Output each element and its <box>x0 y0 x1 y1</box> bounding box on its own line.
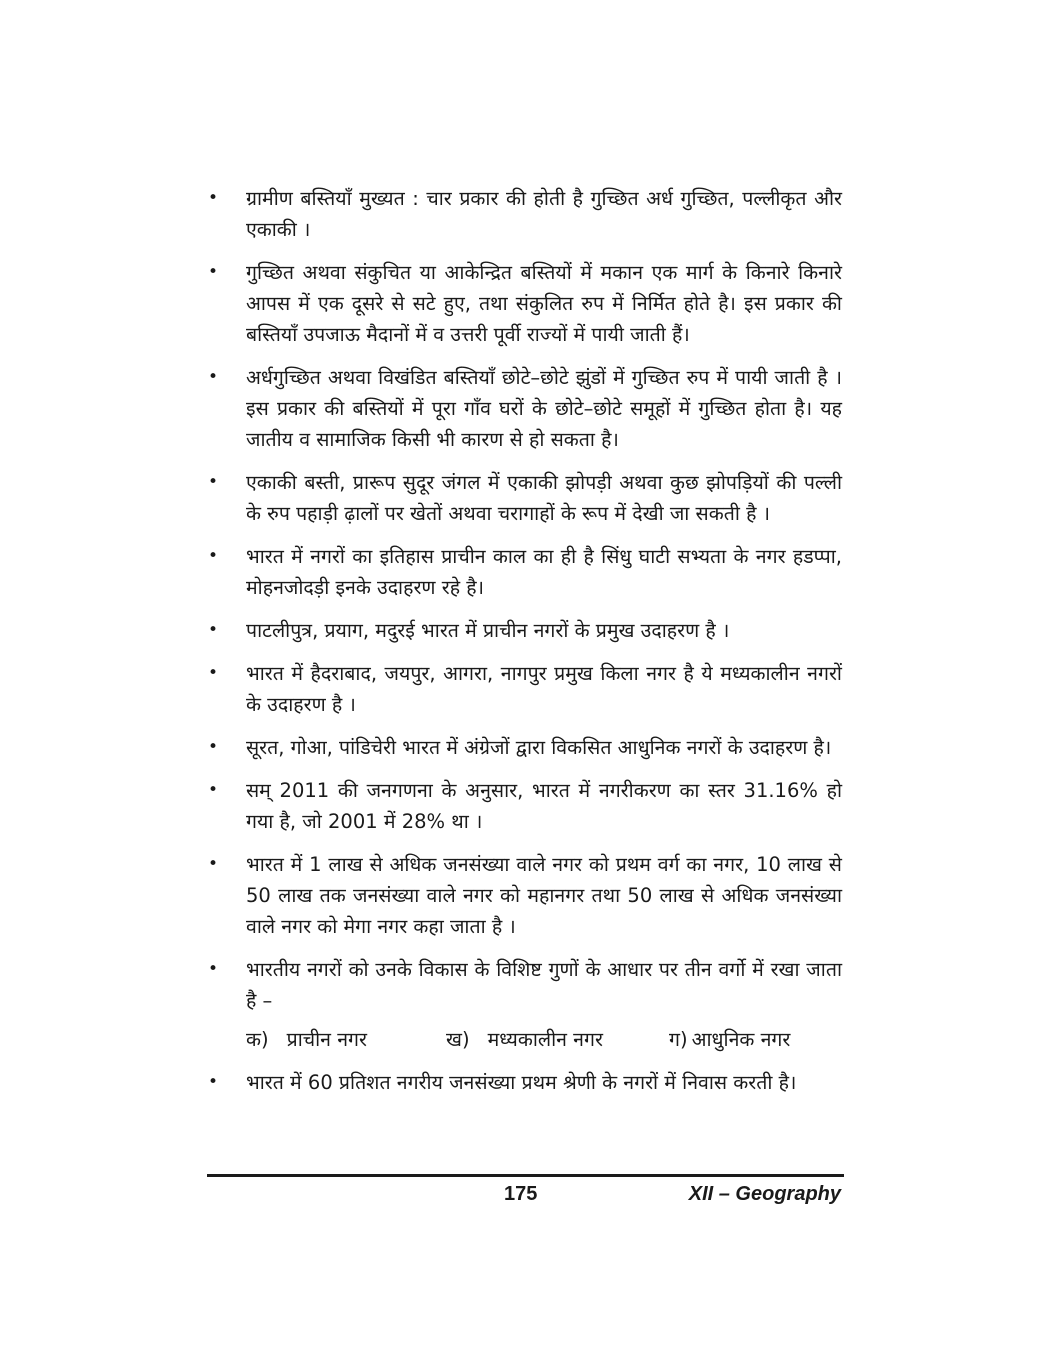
list-item-text: सूरत, गोआ, पांडिचेरी भारत में अंग्रेजों द्वारा विकसित आधुनिक नगरों के उदाहरण है। <box>246 736 832 759</box>
list-item-text: गुच्छित अथवा संकुचित या आकेन्द्रित बस्तियों में मकान एक मार्ग के किनारे किनारे आपस में एक दूसरे से सटे हुए, तथा संकुलित रुप में निर्मित होते है। इस प्रकार की बस्तियाँ उपजाऊ मैदानों में व उत्तरी पूर्वी राज्यों में पायी जाती हैं। <box>246 261 842 346</box>
bullet-icon: • <box>208 367 219 387</box>
category-label: प्राचीन नगर <box>286 1028 367 1051</box>
list-item-text: भारत में हैदराबाद, जयपुर, आगरा, नागपुर प्रमुख किला नगर है ये मध्यकालीन नगरों के उदाहरण है । <box>246 662 842 716</box>
list-item <box>206 775 842 837</box>
list-item <box>206 849 842 942</box>
list-item-text: भारत में नगरों का इतिहास प्राचीन काल का ही है सिंधु घाटी सभ्यता के नगर हडप्पा, मोहनजोदड़ी इनके उदाहरण रहे है। <box>246 545 842 599</box>
bullet-icon: • <box>208 854 219 874</box>
list-item <box>206 467 842 529</box>
list-item <box>206 362 842 455</box>
category-marker: ग) <box>669 1028 688 1051</box>
category-label: आधुनिक नगर <box>691 1028 791 1051</box>
bullet-icon: • <box>208 959 219 979</box>
list-item <box>206 257 842 350</box>
list-item <box>206 732 842 763</box>
list-item-text: भारत में 1 लाख से अधिक जनसंख्या वाले नगर को प्रथम वर्ग का नगर, 10 लाख से 50 लाख तक जनसंख्या वाले नगर को महानगर तथा 50 लाख से अधिक जनसंख्या वाले नगर को मेगा नगर कहा जाता है । <box>246 853 842 938</box>
subject-label: XII – Geography <box>688 1183 841 1205</box>
list-item <box>206 658 842 720</box>
list-item <box>206 615 842 646</box>
list-item-text: पाटलीपुत्र, प्रयाग, मदुरई भारत में प्राचीन नगरों के प्रमुख उदाहरण है । <box>246 619 730 642</box>
bullet-icon: • <box>208 546 219 566</box>
city-categories <box>206 1024 842 1055</box>
category-modern <box>669 1024 790 1055</box>
bullet-icon: • <box>208 188 219 208</box>
list-item-text: भारतीय नगरों को उनके विकास के विशिष्ट गुणों के आधार पर तीन वर्गो में रखा जाता है – <box>246 958 842 1012</box>
bullet-list-continued <box>206 1067 842 1098</box>
list-item-text: ग्रामीण बस्तियाँ मुख्यत : चार प्रकार की होती है गुच्छित अर्ध गुच्छित, पल्लीकृत और एकाकी । <box>246 187 842 241</box>
bullet-icon: • <box>208 737 219 757</box>
bullet-icon: • <box>208 1072 219 1092</box>
category-marker: ख) <box>446 1028 470 1051</box>
bullet-icon: • <box>208 663 219 683</box>
list-item <box>206 1067 842 1098</box>
bullet-list <box>206 183 842 1016</box>
list-item <box>206 541 842 603</box>
list-item-text: एकाकी बस्ती, प्रारूप सुदूर जंगल में एकाकी झोपड़ी अथवा कुछ झोपड़ियों की पल्ली के रुप पहाड़ी ढ़ालों पर खेतों अथवा चरागाहों के रूप में देखी जा सकती है । <box>246 471 842 525</box>
list-item <box>206 954 842 1016</box>
footer-divider <box>207 1174 844 1177</box>
bullet-icon: • <box>208 472 219 492</box>
category-medieval <box>446 1024 669 1055</box>
bullet-icon: • <box>208 262 219 282</box>
page-content <box>206 183 842 1110</box>
category-label: मध्यकालीन नगर <box>487 1028 603 1051</box>
list-item-text: भारत में 60 प्रतिशत नगरीय जनसंख्या प्रथम श्रेणी के नगरों में निवास करती है। <box>246 1071 797 1094</box>
list-item <box>206 183 842 245</box>
list-item-text: अर्धगुच्छित अथवा विखंडित बस्तियाँ छोटे–छोटे झुंडों में गुच्छित रुप में पायी जाती है । इस प्रकार की बस्तियों में पूरा गाँव घरों के छोटे–छोटे समूहों में गुच्छित होता है। यह जातीय व सामाजिक किसी भी कारण से हो सकता है। <box>246 366 842 451</box>
category-marker: क) <box>246 1028 269 1051</box>
page-number: 175 <box>504 1183 538 1205</box>
bullet-icon: • <box>208 620 219 640</box>
list-item-text: सम् 2011 की जनगणना के अनुसार, भारत में नगरीकरण का स्तर 31.16% हो गया है, जो 2001 में 28% था । <box>246 779 842 833</box>
category-ancient <box>246 1024 446 1055</box>
bullet-icon: • <box>208 780 219 800</box>
